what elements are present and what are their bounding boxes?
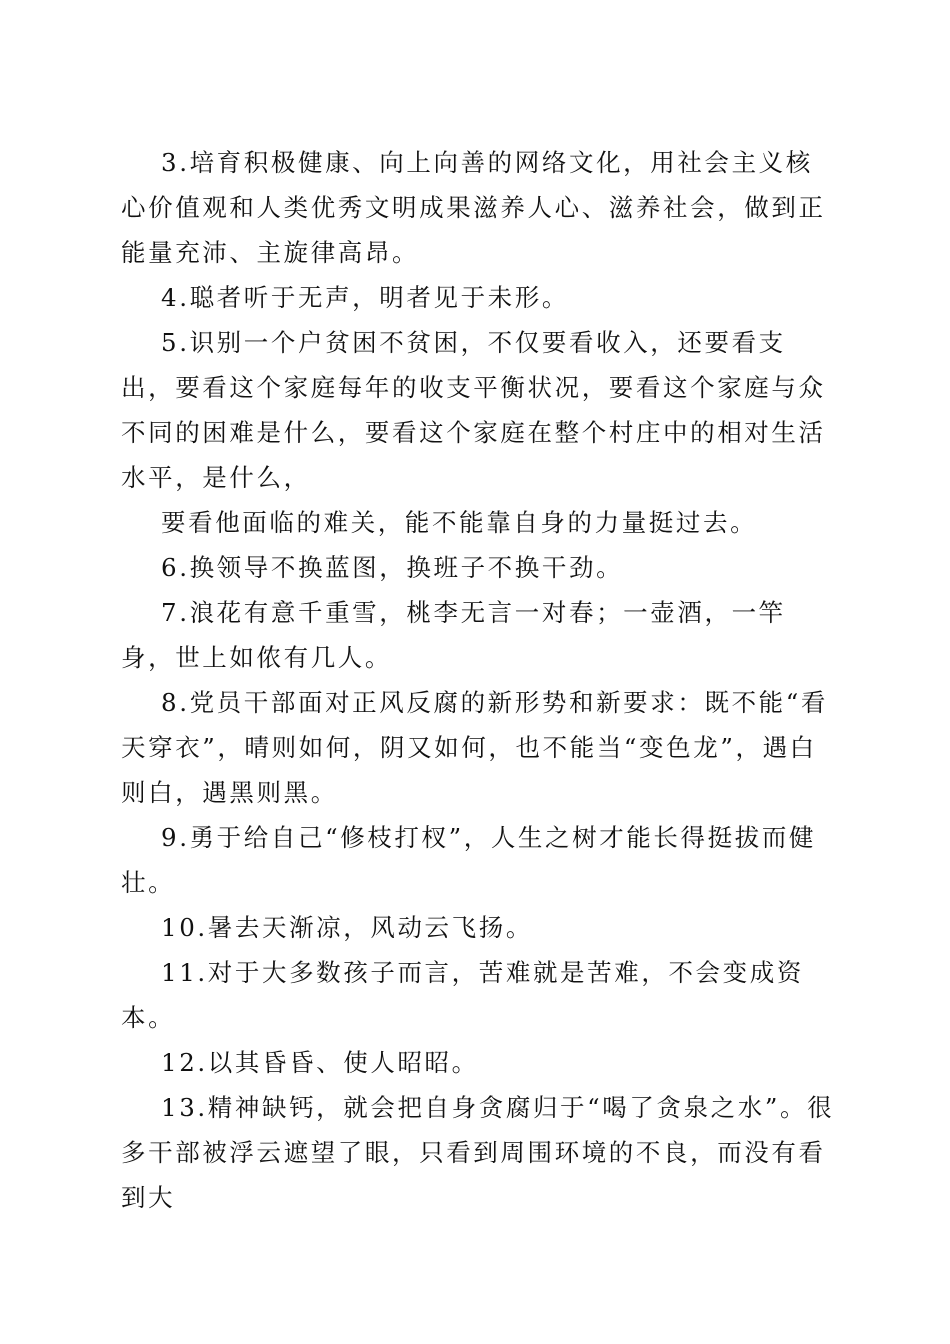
paragraph-11: 11.对于大多数孩子而言，苦难就是苦难，不会变成资本。 [121, 958, 804, 1032]
paragraph-5: 5.识别一个户贫困不贫困，不仅要看收入，还要看支出，要看这个家庭每年的收支平衡状况，要看这个家庭与众不同的困难是什么，要看这个家庭在整个村庄中的相对生活水平，是什么， [121, 328, 826, 492]
paragraph-3: 3.培育积极健康、向上向善的网络文化，用社会主义核心价值观和人类优秀文明成果滋养人心、滋养社会，做到正能量充沛、主旋律高昂。 [121, 148, 826, 267]
document-body [121, 140, 837, 1220]
paragraph-13: 13.精神缺钙，就会把自身贪腐归于“喝了贪泉之水”。很多干部被浮云遮望了眼，只看到周围环境的不良，而没有看到大 [121, 1093, 835, 1212]
paragraph-6: 6.换领导不换蓝图，换班子不换干劲。 [161, 553, 624, 582]
paragraph-4: 4.聪者听于无声，明者见于未形。 [161, 283, 569, 312]
paragraph-10: 10.暑去天渐凉，风动云飞扬。 [161, 913, 533, 942]
paragraph-5-continued: 要看他面临的难关，能不能靠自身的力量挺过去。 [161, 508, 758, 537]
paragraph-8: 8.党员干部面对正风反腐的新形势和新要求：既不能“看天穿衣”，晴则如何，阴又如何，也不能当“变色龙”，遇白则白，遇黑则黑。 [121, 688, 828, 807]
paragraph-7: 7.浪花有意千重雪，桃李无言一对春；一壶酒，一竿身，世上如侬有几人。 [121, 598, 786, 672]
paragraph-12: 12.以其昏昏、使人昭昭。 [161, 1048, 479, 1077]
paragraph-9: 9.勇于给自己“修枝打杈”，人生之树才能长得挺拔而健壮。 [121, 823, 817, 897]
